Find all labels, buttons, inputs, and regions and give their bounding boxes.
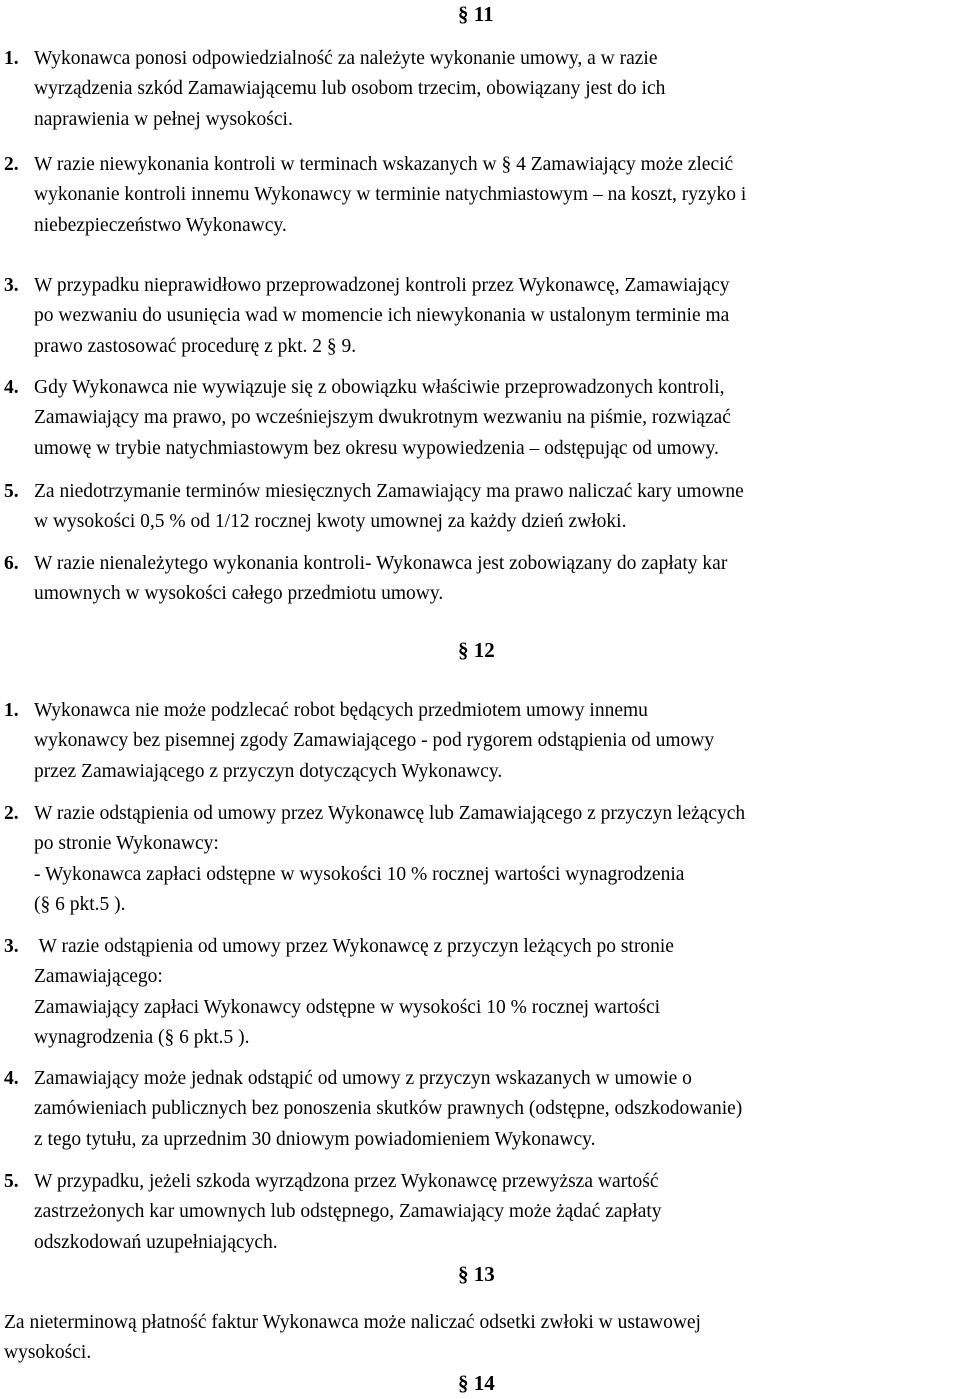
item-number: 4. <box>4 377 19 398</box>
text-line: W razie nienależytego wykonania kontroli- Wykonawca jest zobowiązany do zapłaty kar <box>34 553 728 574</box>
text-line: po wezwaniu do usunięcia wad w momencie ich niewykonania w ustalonym terminie ma <box>34 305 730 327</box>
item-number: 2. <box>4 803 19 824</box>
text-line: zastrzeżonych kar umownych lub odstępnego, Zamawiający może żądać zapłaty <box>34 1201 662 1223</box>
text-line: wykonanie kontroli innemu Wykonawcy w terminie natychmiastowym – na koszt, ryzyko i <box>34 184 747 206</box>
item-text <box>34 271 959 362</box>
item-number: 5. <box>4 1171 19 1192</box>
text-line: Wykonawca ponosi odpowiedzialność za należyte wykonanie umowy, a w razie <box>34 48 658 69</box>
item-text <box>34 477 959 538</box>
text-line: umownych w wysokości całego przedmiotu umowy. <box>34 583 444 605</box>
item-number: 3. <box>4 275 19 296</box>
item-text <box>34 44 959 135</box>
text-line: (§ 6 pkt.5 ). <box>34 894 126 916</box>
section-heading-14: § 14 <box>458 1371 495 1395</box>
item-number: 5. <box>4 481 19 502</box>
text-line: W razie odstąpienia od umowy przez Wykonawcę z przyczyn leżących po stronie <box>34 936 674 957</box>
item-text <box>34 696 959 787</box>
item-number: 2. <box>4 154 19 175</box>
section-heading-13: § 13 <box>458 1262 495 1286</box>
item-text <box>34 549 959 610</box>
text-line: Zamawiający ma prawo, po wcześniejszym dwukrotnym wezwaniu na piśmie, rozwiązać <box>34 407 731 429</box>
text-line: Zamawiającego: <box>34 966 163 988</box>
item-text <box>34 1167 959 1258</box>
section-heading-11: § 11 <box>458 2 494 26</box>
text-line: Zamawiający może jednak odstąpić od umowy z przyczyn wskazanych w umowie o <box>34 1068 692 1089</box>
text-line: Zamawiający zapłaci Wykonawcy odstępne w wysokości 10 % rocznej wartości <box>34 996 661 1018</box>
text-line: odszkodowań uzupełniających. <box>34 1231 278 1253</box>
text-line: wykonawcy bez pisemnej zgody Zamawiającego - pod rygorem odstąpienia od umowy <box>34 730 715 752</box>
text-line: zamówieniach publicznych bez ponoszenia skutków prawnych (odstępne, odszkodowanie) <box>34 1098 743 1120</box>
text-line: W razie odstąpienia od umowy przez Wykonawcę lub Zamawiającego z przyczyn leżących <box>34 803 746 824</box>
text-line: - Wykonawca zapłaci odstępne w wysokości 10 % rocznej wartości wynagrodzenia <box>34 863 685 885</box>
item-text <box>34 373 959 464</box>
text-line: umowę w trybie natychmiastowym bez okresu wypowiedzenia – odstępując od umowy. <box>34 437 719 459</box>
section-heading-12: § 12 <box>458 638 495 662</box>
text-line: z tego tytułu, za uprzednim 30 dniowym powiadomieniem Wykonawcy. <box>34 1128 596 1150</box>
text-line: niebezpieczeństwo Wykonawcy. <box>34 214 287 236</box>
text-line: W przypadku nieprawidłowo przeprowadzonej kontroli przez Wykonawcę, Zamawiający <box>34 275 730 296</box>
item-text <box>34 150 959 241</box>
text-line: prawo zastosować procedurę z pkt. 2 § 9. <box>34 335 357 357</box>
text-line: Wykonawca nie może podzlecać robot będących przedmiotem umowy innemu <box>34 700 648 721</box>
text-line: w wysokości 0,5 % od 1/12 rocznej kwoty umownej za każdy dzień zwłoki. <box>34 511 627 533</box>
item-number: 1. <box>4 48 19 69</box>
text-line: Gdy Wykonawca nie wywiązuje się z obowiązku właściwie przeprowadzonych kontroli, <box>34 377 725 398</box>
item-number: 6. <box>4 553 19 574</box>
paragraph-13 <box>4 1308 954 1369</box>
text-line: W razie niewykonania kontroli w terminach wskazanych w § 4 Zamawiający może zlecić <box>34 154 734 175</box>
text-line: W przypadku, jeżeli szkoda wyrządzona przez Wykonawcę przewyższa wartość <box>34 1171 659 1192</box>
item-text <box>34 932 959 1054</box>
text-line: wyrządzenia szkód Zamawiającemu lub osobom trzecim, obowiązany jest do ich <box>34 78 666 100</box>
text-line: Za niedotrzymanie terminów miesięcznych Zamawiający ma prawo naliczać kary umowne <box>34 481 744 502</box>
text-line: wynagrodzenia (§ 6 pkt.5 ). <box>34 1027 250 1049</box>
text-line: po stronie Wykonawcy: <box>34 833 219 855</box>
item-text <box>34 799 959 921</box>
item-text <box>34 1064 959 1155</box>
text-line: przez Zamawiającego z przyczyn dotyczących Wykonawcy. <box>34 760 503 782</box>
text-line: Za nieterminową płatność faktur Wykonawca może naliczać odsetki zwłoki w ustawowej <box>4 1312 701 1333</box>
text-line: naprawienia w pełnej wysokości. <box>34 108 293 130</box>
item-number: 4. <box>4 1068 19 1089</box>
item-number: 1. <box>4 700 19 721</box>
text-line: wysokości. <box>4 1342 92 1364</box>
item-number: 3. <box>4 936 19 957</box>
